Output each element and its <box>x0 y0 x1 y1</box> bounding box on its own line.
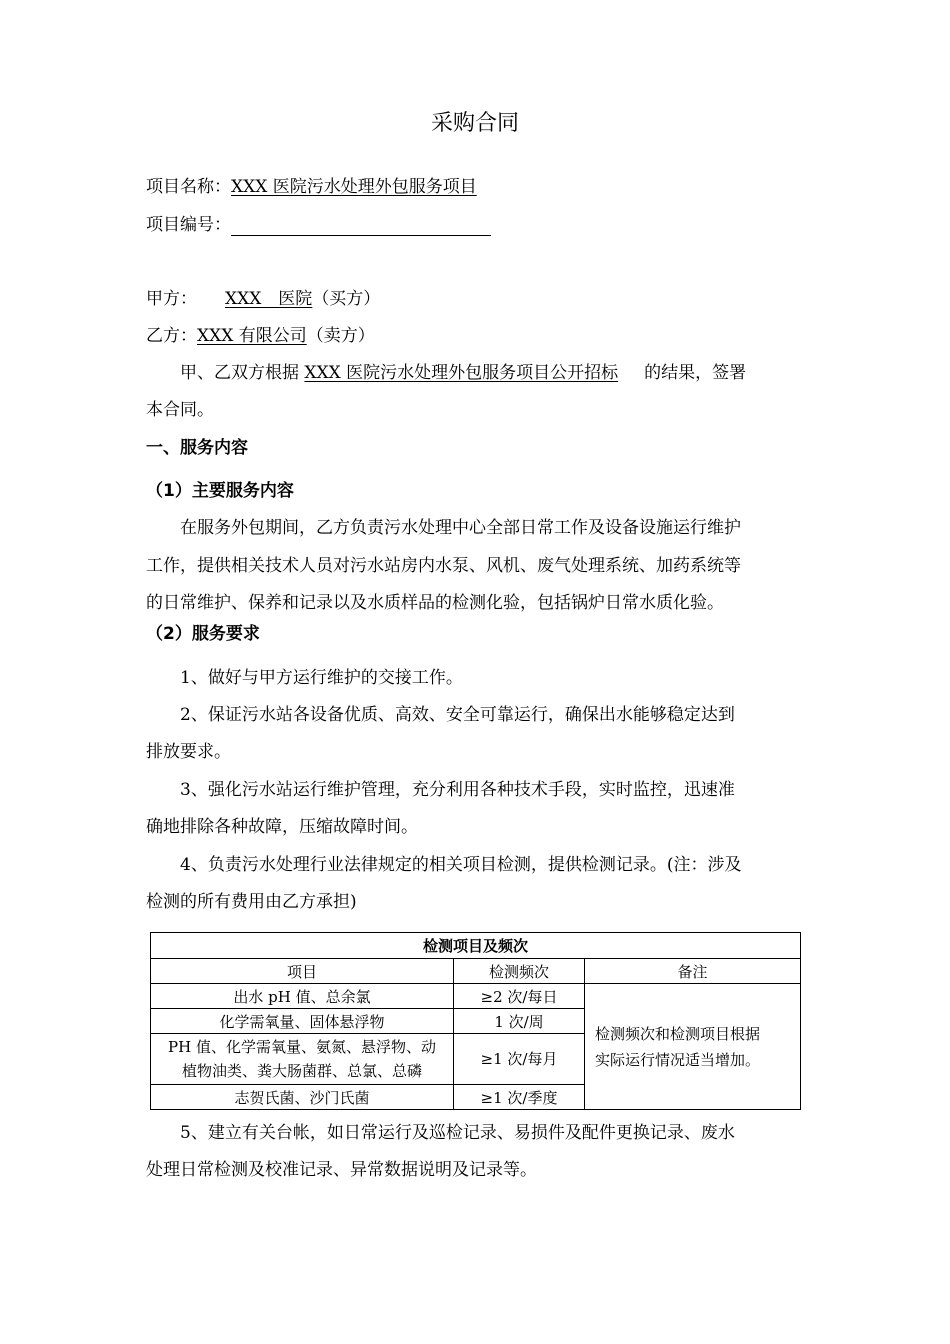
project-number-blank <box>231 217 491 236</box>
party-b-label: 乙方： <box>146 326 197 346</box>
requirement-4-line-2: 检测的所有费用由乙方承担) <box>146 892 357 912</box>
table-cell-item: 出水 pH 值、总余氯 <box>151 984 454 1009</box>
section-service-content-heading: 一、服务内容 <box>146 438 248 458</box>
table-note-line-2: 实际运行情况适当增加。 <box>595 1050 761 1069</box>
requirement-1: 1、做好与甲方运行维护的交接工作。 <box>180 668 463 688</box>
testing-frequency-table <box>150 932 801 1110</box>
intro-line-1 <box>180 362 746 384</box>
requirement-3-line-1: 3、强化污水站运行维护管理，充分利用各种技术手段，实时监控，迅速准 <box>180 780 735 800</box>
party-a-role: （买方） <box>312 289 381 309</box>
table-cell-item: 化学需氧量、固体悬浮物 <box>151 1009 454 1034</box>
project-number-label: 项目编号： <box>146 215 231 235</box>
table-header-frequency: 检测频次 <box>454 959 585 984</box>
table-note-line-1: 检测频次和检测项目根据 <box>595 1024 761 1043</box>
table-header-item: 项目 <box>151 959 454 984</box>
project-name-line <box>146 176 477 198</box>
table-header-note: 备注 <box>585 959 801 984</box>
sub-main-service-heading: （1）主要服务内容 <box>146 481 294 501</box>
project-name-value: XXX 医院污水处理外包服务项目 <box>231 177 477 197</box>
party-b-value: XXX 有限公司 <box>197 326 307 346</box>
project-number-line <box>146 214 491 236</box>
requirement-5-line-2: 处理日常检测及校准记录、异常数据说明及记录等。 <box>146 1160 537 1180</box>
party-a-line <box>146 288 380 310</box>
document-title: 采购合同 <box>430 111 519 136</box>
main-content-line-1: 在服务外包期间，乙方负责污水处理中心全部日常工作及设备设施运行维护 <box>180 518 741 538</box>
requirement-4-line-1: 4、负责污水处理行业法律规定的相关项目检测，提供检测记录。(注：涉及 <box>180 855 742 875</box>
table-cell-note <box>585 984 801 1110</box>
table-row <box>151 984 801 1009</box>
requirement-2-line-1: 2、保证污水站各设备优质、高效、安全可靠运行，确保出水能够稳定达到 <box>180 705 735 725</box>
party-b-role: （卖方） <box>306 326 375 346</box>
intro-pre: 甲、乙双方根据 <box>180 363 305 383</box>
table-cell-frequency: ≥1 次/季度 <box>454 1085 585 1110</box>
project-name-label: 项目名称： <box>146 177 231 197</box>
intro-post: 的结果，签署 <box>644 363 747 383</box>
party-a-value: XXX 医院 <box>225 289 313 309</box>
requirement-2-line-2: 排放要求。 <box>146 742 231 762</box>
table-cell-item: 志贺氏菌、沙门氏菌 <box>151 1085 454 1110</box>
table-caption: 检测项目及频次 <box>151 933 801 959</box>
intro-line-2: 本合同。 <box>146 400 214 420</box>
sub-service-requirements-heading: （2）服务要求 <box>146 624 260 644</box>
table-cell-item-line-2: 植物油类、粪大肠菌群、总氯、总磷 <box>181 1062 422 1080</box>
table-cell-frequency: ≥2 次/每日 <box>454 984 585 1009</box>
table-cell-item-line-1: PH 值、化学需氧量、氨氮、悬浮物、动 <box>168 1038 436 1056</box>
intro-project: XXX 医院污水处理外包服务项目公开招标 <box>304 363 619 383</box>
party-b-line <box>146 325 375 347</box>
main-content-line-2: 工作，提供相关技术人员对污水站房内水泵、风机、废气处理系统、加药系统等 <box>146 556 741 576</box>
table-cell-frequency: 1 次/周 <box>454 1009 585 1034</box>
main-content-line-3: 的日常维护、保养和记录以及水质样品的检测化验，包括锅炉日常水质化验。 <box>146 593 724 613</box>
table-cell-item <box>151 1034 454 1085</box>
party-a-label: 甲方： <box>146 289 197 309</box>
table-cell-frequency: ≥1 次/每月 <box>454 1034 585 1085</box>
requirement-3-line-2: 确地排除各种故障，压缩故障时间。 <box>146 817 418 837</box>
requirement-5-line-1: 5、建立有关台帐，如日常运行及巡检记录、易损件及配件更换记录、废水 <box>180 1123 735 1143</box>
